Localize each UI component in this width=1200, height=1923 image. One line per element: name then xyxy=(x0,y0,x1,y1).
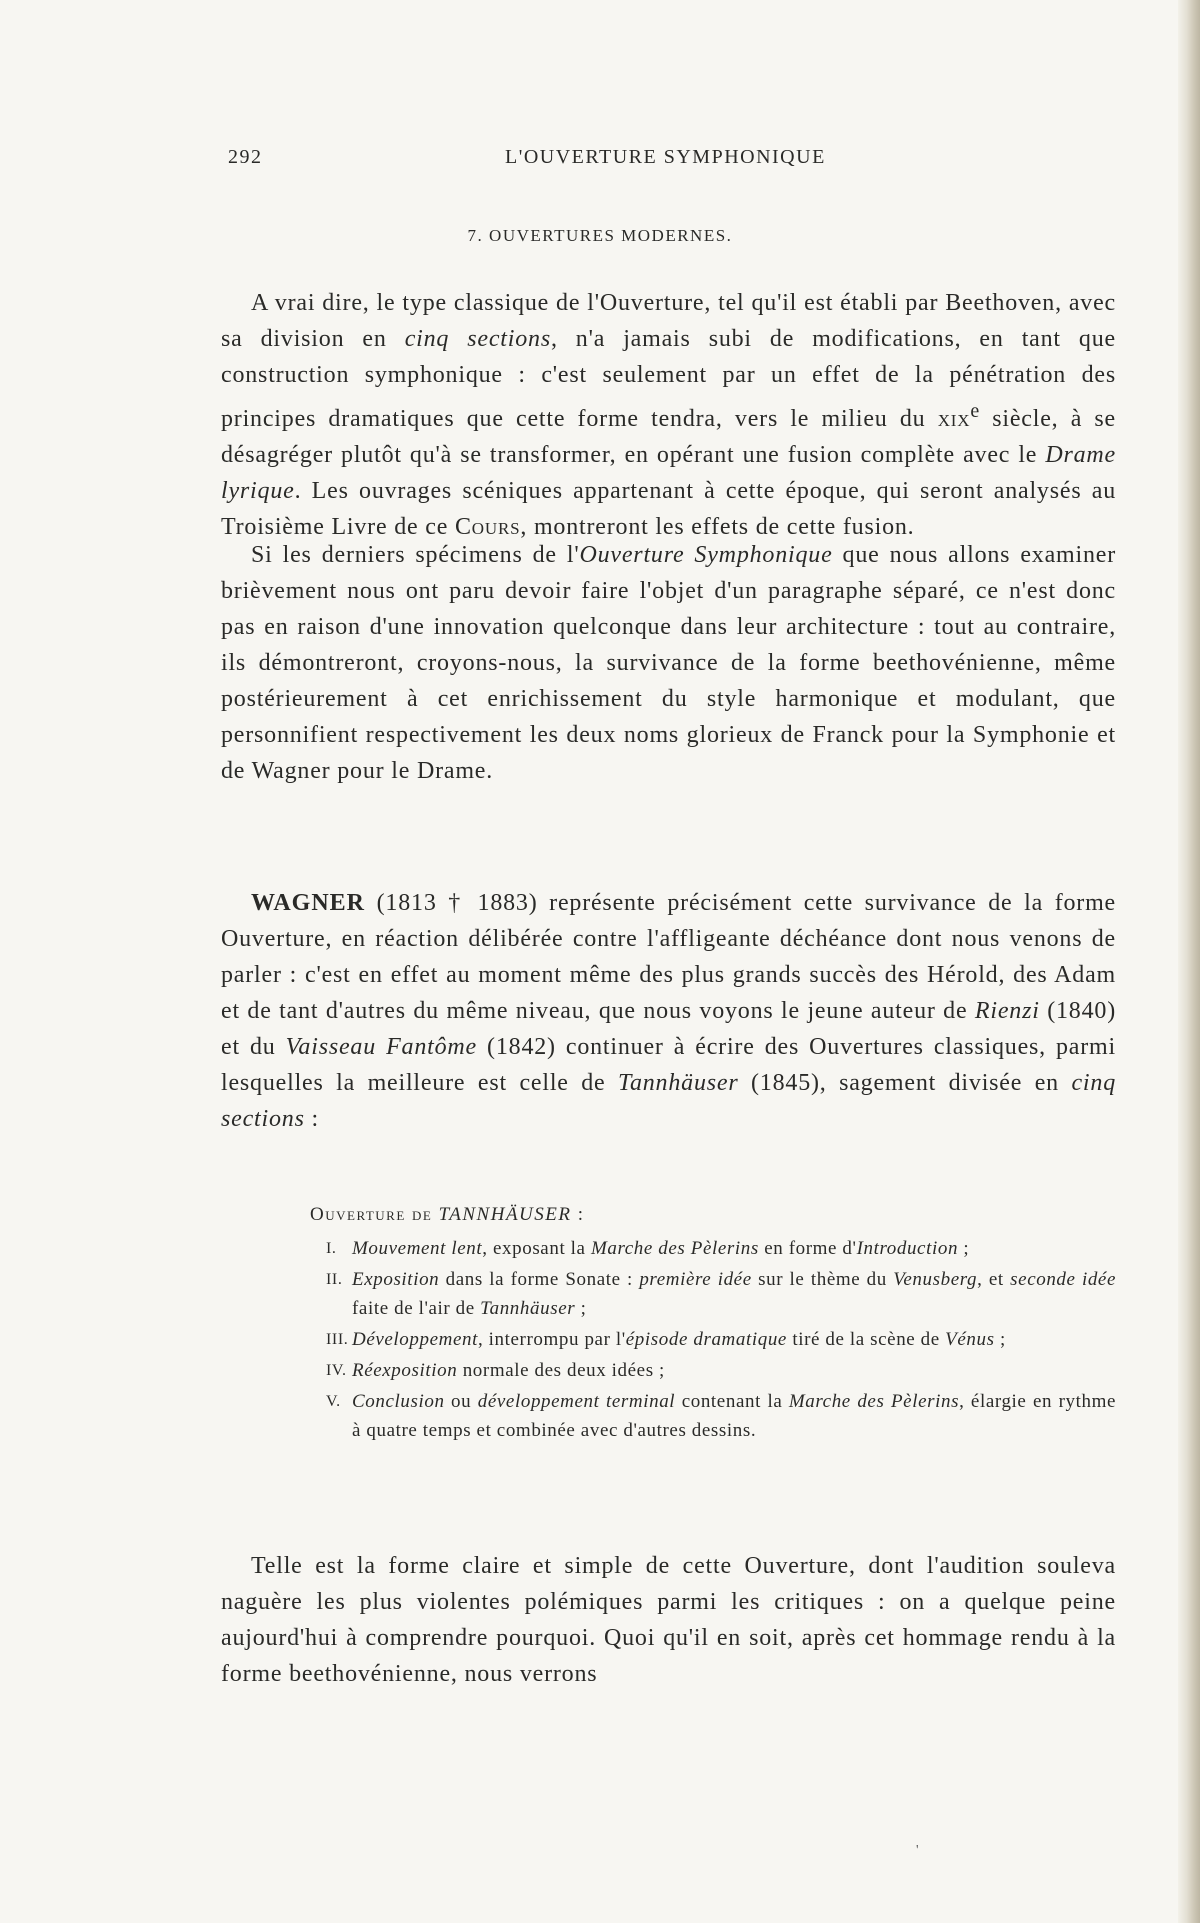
text-run: , n'a jamais subi de modifications, en tant que construction symphonique : c'est seulement par un effet de la pénétration des principes dramatiques que cette forme tendra, vers le milieu du xyxy=(221,326,1116,432)
italic-run: Introduction xyxy=(856,1238,959,1259)
text-run: (1842) continuer à écrire des Ouvertures classiques, parmi lesquelles la meilleure est celle de xyxy=(221,1034,1116,1096)
bottom-mark: ' xyxy=(916,1843,919,1858)
paragraph-4: Telle est la forme claire et simple de cette Ouverture, dont l'audition souleva naguère les plus violentes polémiques parmi les critiques : on a quelque peine aujourd'hui à comprendre pourquoi. Quoi qu'il en soit, après cet hommage rendu à la forme beethovénienne, nous verrons xyxy=(221,1553,1116,1687)
italic-run: TANNHÄUSER xyxy=(438,1204,572,1225)
italic-run: Rienzi xyxy=(974,998,1040,1024)
text-run: ou xyxy=(444,1391,478,1412)
text-run: ; xyxy=(994,1329,1006,1350)
running-header xyxy=(0,146,1200,176)
italic-run: Développement xyxy=(352,1329,478,1350)
list-item xyxy=(310,1356,1116,1385)
text-run: . Les ouvrages scéniques appartenant à cette époque, qui seront analysés au Troisième Livre de ce xyxy=(221,478,1116,540)
item-numeral: I. xyxy=(326,1240,337,1257)
italic-run: cinq sections xyxy=(404,326,551,352)
italic-run: Réexposition xyxy=(352,1360,458,1381)
list-item xyxy=(310,1325,1116,1354)
list-title xyxy=(310,1200,585,1229)
italic-run: cinq sections xyxy=(221,1070,1116,1132)
text-run: A vrai dire, le type classique de l'Ouverture, tel qu'il est établi par Beethoven, avec sa division en xyxy=(221,290,1116,352)
text-run: contenant la xyxy=(675,1391,789,1412)
text-run: siècle, à se désagréger plutôt qu'à se transformer, en opérant une fusion complète avec le xyxy=(221,406,1116,468)
text-run: , montreront les effets de cette fusion. xyxy=(520,514,915,540)
text-run: faite de l'air de xyxy=(352,1298,481,1319)
item-numeral: IV. xyxy=(326,1362,347,1379)
text-run: ; xyxy=(575,1298,587,1319)
item-numeral: III. xyxy=(326,1331,349,1348)
italic-run: première idée xyxy=(639,1269,752,1290)
text-run: , et xyxy=(977,1269,1011,1290)
italic-run: Mouvement lent xyxy=(352,1238,483,1259)
italic-run: Marche des Pèlerins xyxy=(788,1391,960,1412)
item-numeral: II. xyxy=(326,1271,343,1288)
italic-run: Vénus xyxy=(945,1329,995,1350)
list-item xyxy=(310,1234,1116,1263)
text-run: , interrompu par l' xyxy=(477,1329,626,1350)
running-title: L'OUVERTURE SYMPHONIQUE xyxy=(505,146,826,168)
italic-run: Tannhäuser xyxy=(480,1298,576,1319)
text-run: que nous allons examiner brièvement nous ont paru devoir faire l'objet d'un paragraphe séparé, ce n'est donc pas en raison d'une innovation quelconque dans leur architecture : tout au contraire, ils démontreront, croyons-nous, la survivance de la forme beethovénienne, même postérieurement à cet enrichissement du style harmonique et modulant, que personnifient respectivement les deux noms glorieux de Franck pour la Symphonie et de Wagner pour le Drame. xyxy=(221,542,1117,784)
text-run: Si les derniers spécimens de l' xyxy=(251,542,580,568)
item-numeral: V. xyxy=(326,1393,341,1410)
italic-run: Venusberg xyxy=(893,1269,978,1290)
paragraph-3 xyxy=(221,885,1116,1137)
text-run: : xyxy=(571,1204,585,1225)
italic-run: développement terminal xyxy=(477,1391,676,1412)
italic-run: Vaisseau Fantôme xyxy=(285,1034,477,1060)
text-run: (1813 † 1883) représente précisément cette survivance de la forme Ouverture, en réaction délibérée contre l'affligeante déchéance dont nous venons de parler : c'est en effet au moment même des plus grands succès des Hérold, des Adam et de tant d'autres du même niveau, que nous voyons le jeune auteur de xyxy=(221,890,1116,1024)
paragraph-2 xyxy=(221,537,1116,789)
page-edge-shadow xyxy=(1178,0,1200,1923)
text-run: en forme d' xyxy=(758,1238,857,1259)
text-run: Ouverture de xyxy=(310,1204,439,1225)
text-run: (1840) et du xyxy=(221,998,1116,1060)
page-number: 292 xyxy=(228,146,263,168)
italic-run: Tannhäuser xyxy=(618,1070,739,1096)
text-run: , élargie en rythme à quatre temps et combinée avec d'autres dessins. xyxy=(352,1391,1117,1441)
text-run: tiré de la scène de xyxy=(786,1329,946,1350)
century-numeral: xix xyxy=(937,406,971,432)
italic-run: Drame lyrique xyxy=(221,442,1116,504)
italic-run: Exposition xyxy=(352,1269,440,1290)
superscript: e xyxy=(970,400,980,422)
small-caps-run: Cours xyxy=(455,514,521,540)
text-run: (1845), sagement divisée en xyxy=(738,1070,1072,1096)
text-run: normale des deux idées ; xyxy=(457,1360,665,1381)
text-run: sur le thème du xyxy=(751,1269,894,1290)
text-run: , exposant la xyxy=(482,1238,591,1259)
paragraph-1 xyxy=(221,285,1116,545)
italic-run: Conclusion xyxy=(352,1391,445,1412)
section-list xyxy=(310,1234,1116,1447)
list-item xyxy=(310,1387,1116,1445)
list-item xyxy=(310,1265,1116,1323)
text-run: : xyxy=(304,1106,320,1132)
text-run: ; xyxy=(958,1238,970,1259)
text-run: dans la forme Sonate : xyxy=(439,1269,640,1290)
italic-run: Ouverture Symphonique xyxy=(579,542,833,568)
italic-run: épisode dramatique xyxy=(625,1329,787,1350)
italic-run: seconde idée xyxy=(1010,1269,1117,1290)
italic-run: Marche des Pèlerins xyxy=(590,1238,759,1259)
composer-name: WAGNER xyxy=(251,890,366,916)
section-heading: 7. OUVERTURES MODERNES. xyxy=(467,226,733,245)
